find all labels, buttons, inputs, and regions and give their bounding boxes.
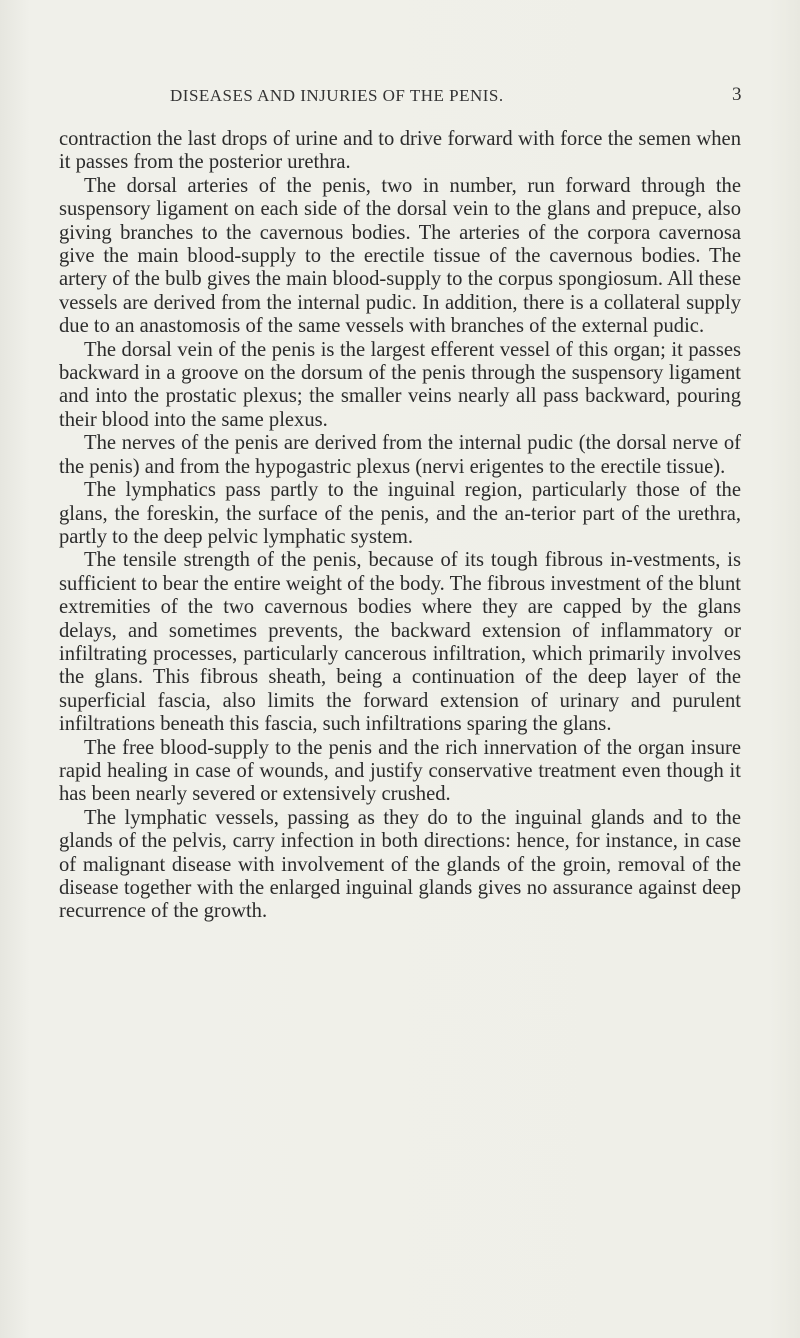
paragraph-lymphatics: The lymphatics pass partly to the inguinal region, particularly those of the glans, the foreskin, the surface of the penis, and the an-terior part of the urethra, partly to the deep pelvic lymphatic system. [59,479,741,548]
paragraph-lymphatic-vessels: The lymphatic vessels, passing as they do to the inguinal glands and to the glands of the pelvis, carry infection in both directions: hence, for instance, in case of malignant disease with involvement of the glands of the groin, removal of the disease together with the enlarged inguinal glands gives no assurance against deep recurrence of the growth. [59,806,741,923]
page-number: 3 [732,84,742,105]
paragraph-dorsal-vein: The dorsal vein of the penis is the largest efferent vessel of this organ; it passes backward in a groove on the dorsum of the penis through the suspensory ligament and into the prostatic plexus; the smaller veins nearly all pass backward, pouring their blood into the same plexus. [59,338,741,431]
paragraph-continuation: contraction the last drops of urine and to drive forward with force the semen when it passes from the posterior urethra. [59,128,741,174]
paragraph-nerves: The nerves of the penis are derived from the internal pudic (the dorsal nerve of the penis) and from the hypogastric plexus (nervi erigentes to the erectile tissue). [59,432,741,478]
paragraph-dorsal-arteries: The dorsal arteries of the penis, two in number, run forward through the suspensory ligament on each side of the dorsal vein to the glans and prepuce, also giving branches to the cavernous bodies. The arteries of the corpora cavernosa give the main blood-supply to the erectile tissue of the cavernous bodies. The artery of the bulb gives the main blood-supply to the corpus spongiosum. All these vessels are derived from the internal pudic. In addition, there is a collateral supply due to an anastomosis of the same vessels with branches of the external pudic. [59,174,741,338]
paragraph-tensile-strength: The tensile strength of the penis, because of its tough fibrous in-vestments, is sufficient to bear the entire weight of the body. The fibrous investment of the blunt extremities of the two cavernous bodies where they are capped by the glans delays, and sometimes prevents, the backward extension of inflammatory or infiltrating processes, particularly cancerous infiltration, which primarily involves the glans. This fibrous sheath, being a continuation of the deep layer of the superficial fascia, also limits the forward extension of urinary and purulent infiltrations beneath this fascia, such infiltrations sparing the glans. [59,549,741,736]
body-text [59,128,741,924]
running-title: DISEASES AND INJURIES OF THE PENIS. [170,86,504,105]
paragraph-blood-supply: The free blood-supply to the penis and the rich innervation of the organ insure rapid healing in case of wounds, and justify conservative treatment even though it has been nearly severed or extensively crushed. [59,736,741,806]
